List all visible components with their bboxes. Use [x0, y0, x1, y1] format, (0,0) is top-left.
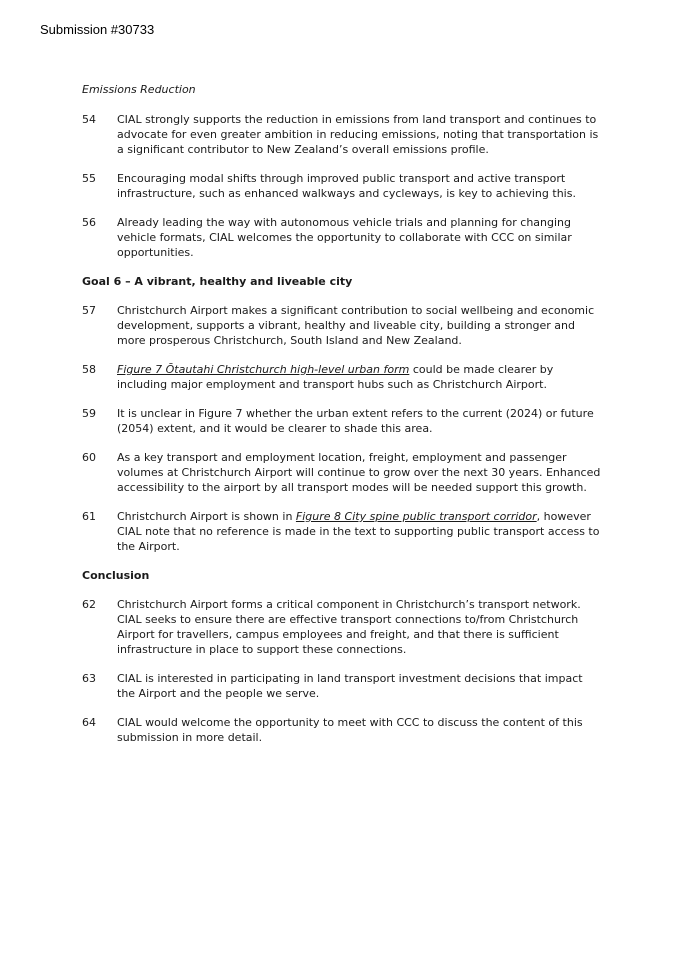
paragraph-number: 64	[82, 716, 96, 729]
paragraph-number: 58	[82, 363, 96, 376]
paragraph-number: 56	[82, 216, 96, 229]
paragraph-number: 55	[82, 172, 96, 185]
paragraph-number: 59	[82, 407, 96, 420]
paragraph-text	[117, 362, 602, 392]
section-heading-emissions: Emissions Reduction	[82, 83, 196, 96]
paragraph-57	[82, 303, 602, 348]
document-body	[82, 82, 602, 759]
section-heading-conclusion: Conclusion	[82, 569, 150, 582]
figure-7-reference: Figure 7 Ōtautahi Christchurch high-level urban form	[117, 363, 410, 376]
paragraph-text: CIAL strongly supports the reduction in emissions from land transport and continues to advocate for even greater ambition in reducing emissions, noting that transportation is a significant contributor to New Zealand’s overall emissions profile.	[117, 113, 599, 156]
paragraph-text: Encouraging modal shifts through improved public transport and active transport infrastructure, such as enhanced walkways and cycleways, is key to achieving this.	[117, 172, 576, 200]
paragraph-number: 62	[82, 598, 96, 611]
paragraph-58	[82, 362, 602, 392]
paragraph-text: Already leading the way with autonomous vehicle trials and planning for changing vehicle formats, CIAL welcomes the opportunity to collaborate with CCC on similar opportunities.	[117, 216, 572, 259]
paragraph-text: CIAL is interested in participating in land transport investment decisions that impact the Airport and the people we serve.	[117, 672, 583, 700]
paragraph-text: As a key transport and employment location, freight, employment and passenger volumes at Christchurch Airport will continue to grow over the next 30 years. Enhanced accessibility to the airport by all transport modes will be needed support this growth.	[117, 451, 601, 494]
paragraph-text-rest: , however CIAL note that no reference is made in the text to supporting public transport access to the Airport.	[117, 510, 600, 553]
paragraph-54	[82, 112, 602, 157]
figure-8-reference: Figure 8 City spine public transport corridor	[295, 510, 537, 523]
paragraph-55	[82, 171, 602, 201]
submission-number: Submission #30733	[40, 22, 155, 37]
paragraph-64	[82, 715, 602, 745]
paragraph-63	[82, 671, 602, 701]
paragraph-number: 63	[82, 672, 96, 685]
paragraph-number: 60	[82, 451, 96, 464]
paragraph-number: 57	[82, 304, 96, 317]
paragraph-number: 54	[82, 113, 96, 126]
paragraph-text-rest: could be made clearer by including major employment and transport hubs such as Christchurch Airport.	[117, 363, 554, 391]
paragraph-60	[82, 450, 602, 495]
section-heading-goal6: Goal 6 – A vibrant, healthy and liveable city	[82, 275, 353, 288]
paragraph-text: It is unclear in Figure 7 whether the urban extent refers to the current (2024) or future (2054) extent, and it would be clearer to shade this area.	[117, 407, 594, 435]
paragraph-56	[82, 215, 602, 260]
paragraph-text	[117, 509, 602, 554]
paragraph-text-start: Christchurch Airport is shown in	[117, 510, 296, 523]
paragraph-61	[82, 509, 602, 554]
paragraph-text: CIAL would welcome the opportunity to meet with CCC to discuss the content of this submission in more detail.	[117, 716, 583, 744]
paragraph-number: 61	[82, 510, 96, 523]
paragraph-text: Christchurch Airport makes a significant contribution to social wellbeing and economic development, supports a vibrant, healthy and liveable city, building a stronger and more prosperous Christchurch, South Island and New Zealand.	[117, 304, 595, 347]
paragraph-62	[82, 597, 602, 657]
paragraph-59	[82, 406, 602, 436]
paragraph-text: Christchurch Airport forms a critical component in Christchurch’s transport network. CIAL seeks to ensure there are effective transport connections to/from Christchurch Airport for travellers, campus employees and freight, and that there is sufficient infrastructure in place to support these connections.	[117, 598, 581, 656]
